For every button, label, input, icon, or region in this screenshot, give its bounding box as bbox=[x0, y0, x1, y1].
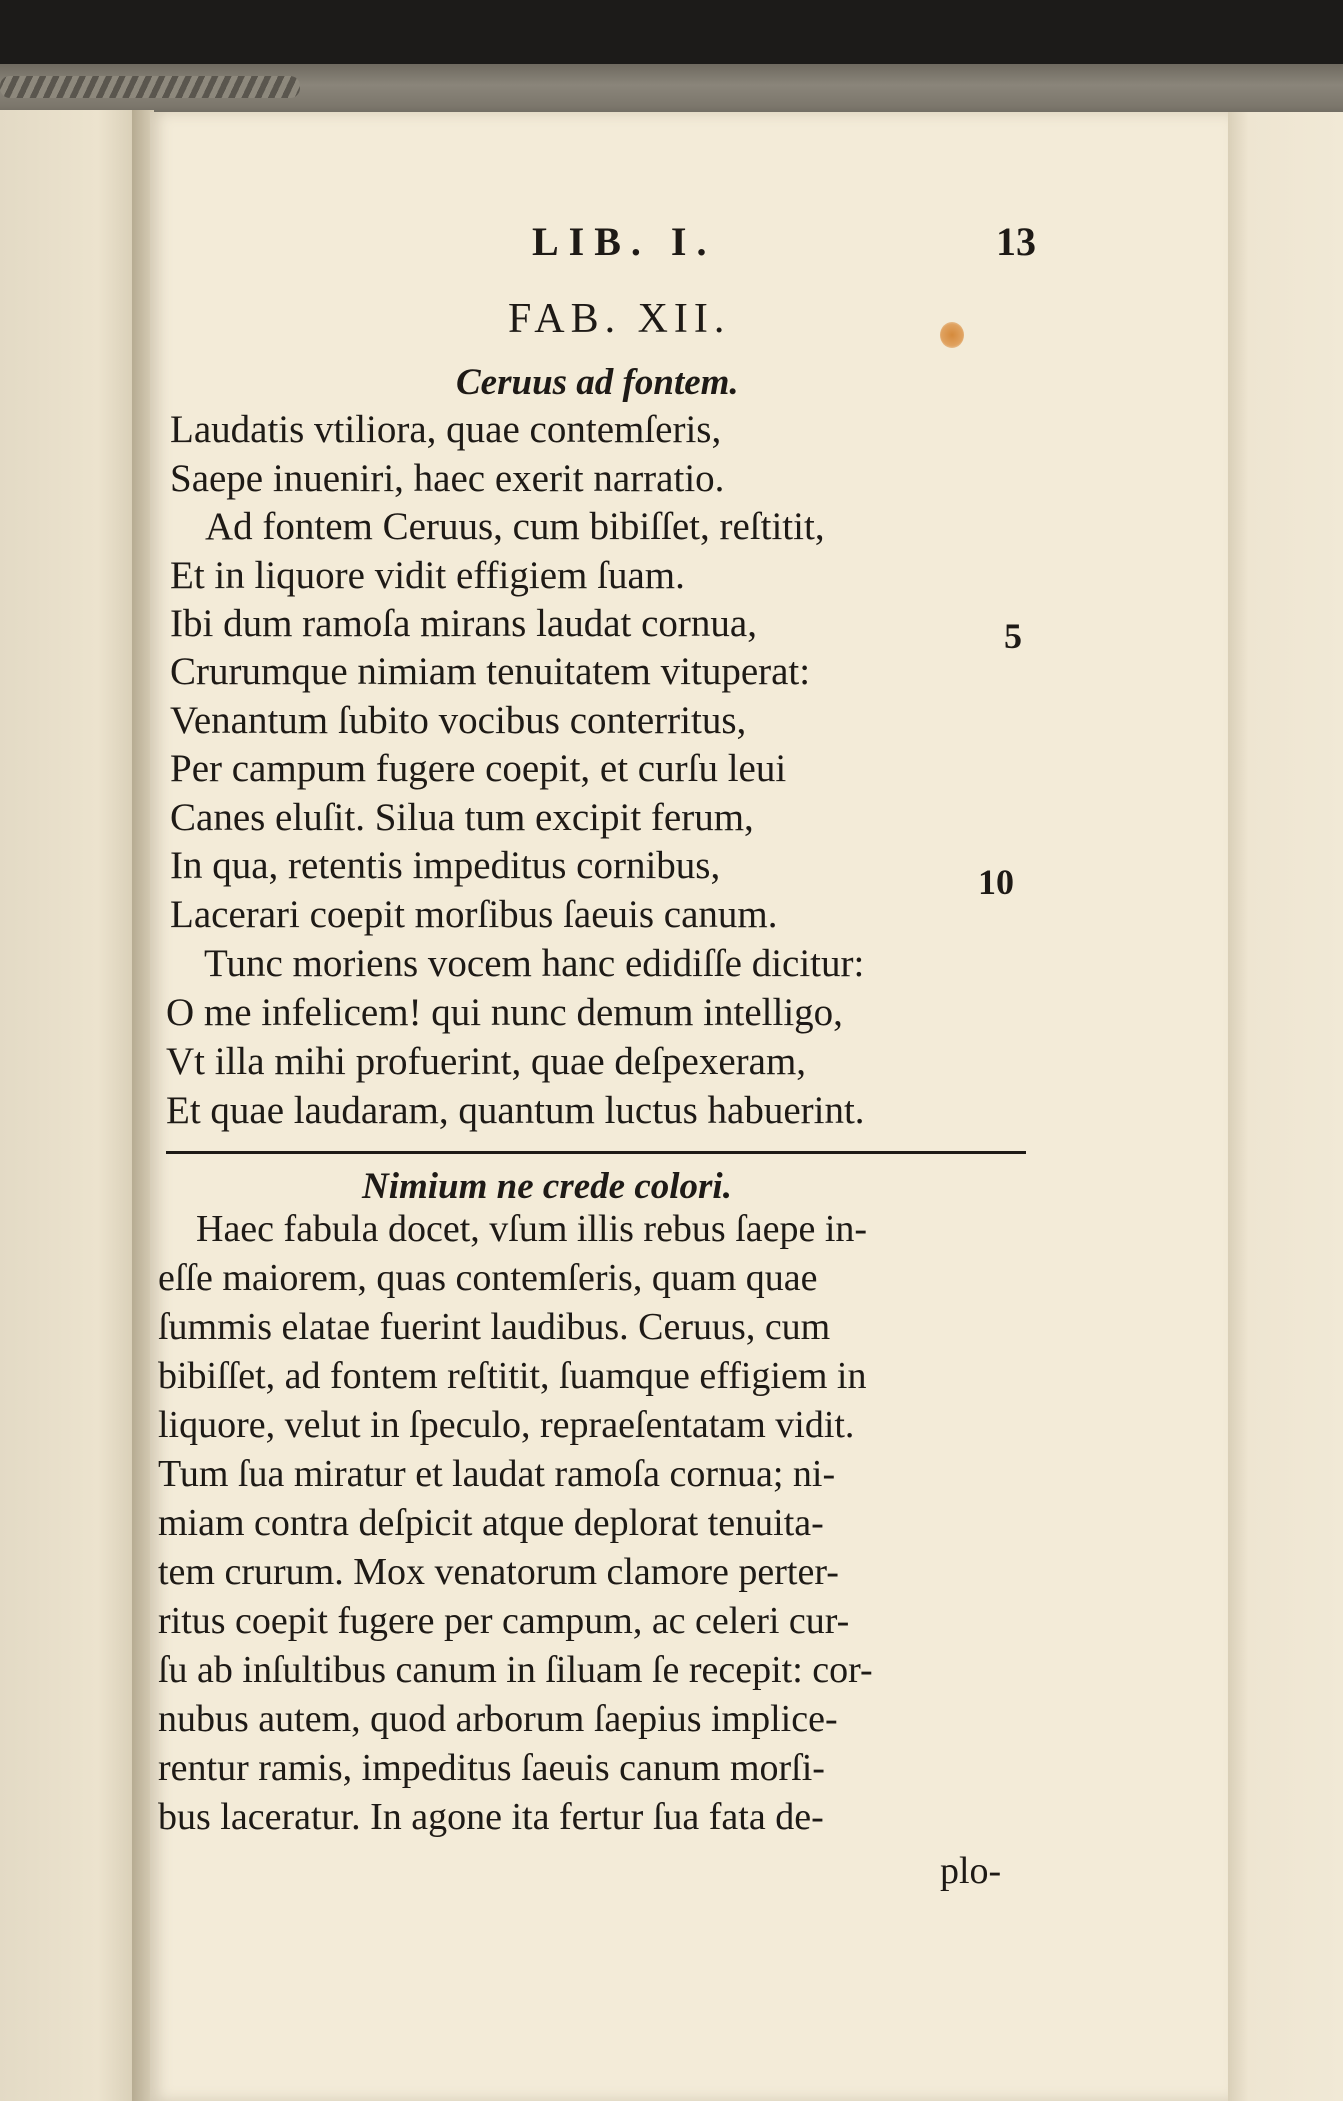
verse-line-14: Vt illa mihi profuerint, quae deſpexeram, bbox=[166, 1040, 807, 1083]
verse-line-10: In qua, retentis impeditus cornibus, bbox=[170, 844, 721, 887]
moral-line-2: eſſe maiorem, quas contemſeris, quam quae bbox=[158, 1257, 818, 1299]
verse-line-5: Ibi dum ramoſa mirans laudat cornua, bbox=[170, 602, 757, 645]
running-title: LIB. I. bbox=[532, 219, 717, 264]
moral-line-10: ſu ab inſultibus canum in ſiluam ſe recepit: cor- bbox=[158, 1649, 873, 1691]
next-page-edge bbox=[1228, 112, 1343, 2101]
fable-title: FAB. XII. bbox=[508, 296, 731, 342]
moral-line-12: rentur ramis, impeditus ſaeuis canum morſi- bbox=[158, 1747, 825, 1789]
verse-line-15: Et quae laudaram, quantum luctus habuerint. bbox=[166, 1089, 865, 1132]
moral-line-13: bus laceratur. In agone ita fertur ſua fata de- bbox=[158, 1796, 824, 1838]
verse-line-9: Canes eluſit. Silua tum excipit ferum, bbox=[170, 796, 754, 839]
verse-line-12: Tunc moriens vocem hanc edidiſſe dicitur: bbox=[204, 942, 865, 985]
moral-line-4: bibiſſet, ad fontem reſtitit, ſuamque effigiem in bbox=[158, 1355, 867, 1397]
verse-line-2: Saepe inueniri, haec exerit narratio. bbox=[170, 457, 725, 500]
moral-line-5: liquore, velut in ſpeculo, repraeſentatam vidit. bbox=[158, 1404, 855, 1446]
verse-line-4: Et in liquore vidit effigiem ſuam. bbox=[170, 554, 685, 597]
moral-line-9: ritus coepit fugere per campum, ac celeri cur- bbox=[158, 1600, 850, 1642]
verse-line-8: Per campum fugere coepit, et curſu leui bbox=[170, 747, 787, 790]
section-divider bbox=[166, 1151, 1026, 1154]
page-number: 13 bbox=[996, 219, 1036, 264]
line-number-10: 10 bbox=[978, 862, 1014, 902]
verse-line-11: Lacerari coepit morſibus ſaeuis canum. bbox=[170, 893, 778, 936]
previous-page-edge bbox=[0, 110, 140, 2101]
moral-line-3: ſummis elatae fuerint laudibus. Ceruus, cum bbox=[158, 1306, 831, 1348]
moral-line-8: tem crurum. Mox venatorum clamore perter- bbox=[158, 1551, 839, 1593]
moral-line-6: Tum ſua miratur et laudat ramoſa cornua; ni- bbox=[158, 1453, 836, 1495]
fable-subtitle: Ceruus ad fontem. bbox=[456, 362, 739, 403]
moral-line-11: nubus autem, quod arborum ſaepius implice- bbox=[158, 1698, 838, 1740]
line-number-5: 5 bbox=[1004, 616, 1022, 656]
catchword: plo- bbox=[940, 1850, 1002, 1892]
verse-line-6: Crurumque nimiam tenuitatem vituperat: bbox=[170, 650, 811, 693]
scanner-background bbox=[0, 0, 1343, 72]
moral-line-1: Haec fabula docet, vſum illis rebus ſaepe in- bbox=[196, 1208, 868, 1250]
binding-cord bbox=[0, 76, 300, 98]
verse-line-13: O me infelicem! qui nunc demum intelligo, bbox=[166, 991, 843, 1034]
ink-stain bbox=[940, 322, 964, 348]
verse-line-1: Laudatis vtiliora, quae contemſeris, bbox=[170, 408, 722, 451]
moral-title: Nimium ne crede colori. bbox=[362, 1166, 732, 1207]
moral-line-7: miam contra deſpicit atque deplorat tenuita- bbox=[158, 1502, 824, 1544]
verse-line-7: Venantum ſubito vocibus conterritus, bbox=[170, 699, 747, 742]
verse-line-3: Ad fontem Ceruus, cum bibiſſet, reſtitit, bbox=[205, 505, 825, 548]
